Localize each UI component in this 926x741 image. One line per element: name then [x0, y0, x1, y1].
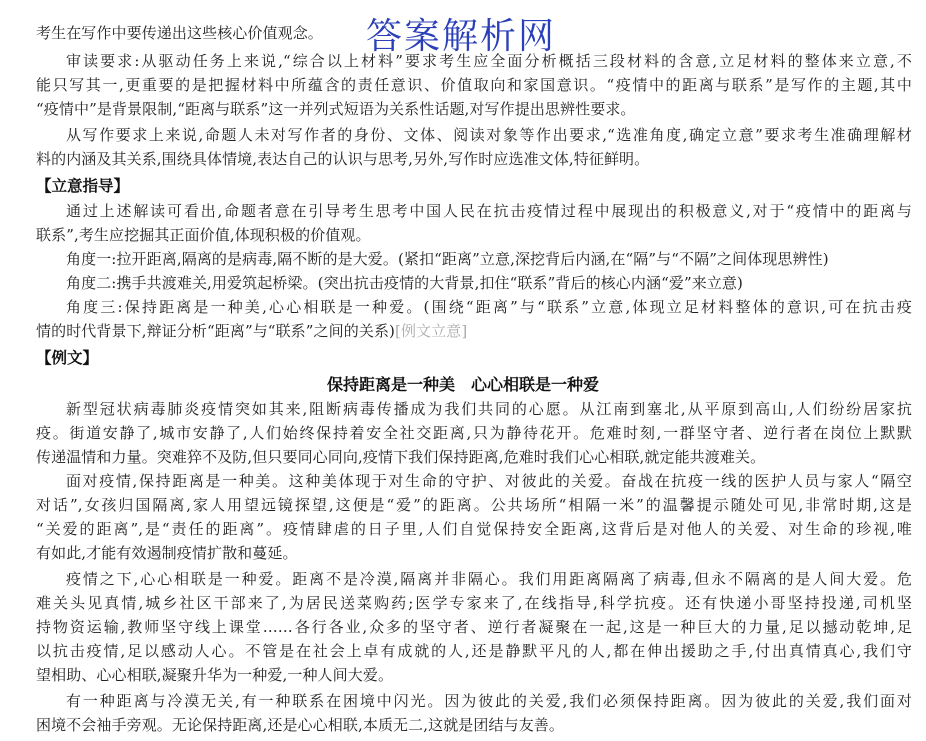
angle-one: 角度一:拉开距离,隔离的是病毒,隔不断的是大爱。(紧扣“距离”立意,深挖背后内涵,在“隔”与“不隔”之间体现思辨性)	[66, 250, 829, 268]
essay-line: 新型冠状病毒肺炎疫情突如其来,阻断病毒传播成为我们共同的心愿。从江南到塞北,从平原到高山,人们纷纷居家抗	[66, 400, 912, 418]
angle-three-line-1: 角度三:保持距离是一种美,心心相联是一种爱。(围绕“距离”与“联系”立意,体现立足材料整体的意识,可在抗击疫	[66, 298, 912, 316]
essay-line: 有如此,才能有效遏制疫情扩散和蔓延。	[36, 544, 298, 562]
essay-line: 面对疫情,保持距离是一种美。这种美体现于对生命的守护、对彼此的关爱。奋战在抗疫一线的医护人员与家人“隔空	[66, 472, 912, 490]
essay-line: 困境不会袖手旁观。无论保持距离,还是心心相联,本质无二,这就是团结与友善。	[36, 716, 565, 734]
intro-line: 考生在写作中要传递出这些核心价值观念。	[36, 24, 323, 42]
essay-title: 保持距离是一种美 心心相联是一种爱	[326, 375, 599, 394]
essay-line: 望相助、心心相联,凝聚升华为一种爱,一种人间大爱。	[36, 666, 394, 684]
review-paragraph-line-1: 审读要求:从驱动任务上来说,“综合以上材料”要求考生应全面分析概括三段材料的含意,立足材料的整体来立意,不	[66, 52, 912, 70]
essay-line: 疫情之下,心心相联是一种爱。距离不是冷漠,隔离并非隔心。我们用距离隔离了病毒,但永不隔离的是人间大爱。危	[66, 570, 912, 588]
essay-line: 对话”,女孩归国隔离,家人用望远镜探望,这便是“爱”的距离。公共场所“相隔一米”的温馨提示随处可见,非常时期,这是	[36, 496, 912, 514]
watermark-logo: 答案解析网	[366, 16, 557, 57]
essay-line: 难关头见真情,城乡社区干部来了,为居民送菜购药;医学专家来了,在线指导,科学抗疫。还有快递小哥坚持投递,司机坚	[36, 594, 912, 612]
requirement-paragraph-line-2: 料的内涵及其关系,围绕具体情境,表达自己的认识与思考,另外,写作时应选准文体,特征鲜明。	[36, 150, 650, 168]
essay-line: 持物资运输,教师坚守线上课堂……各行各业,众多的坚守者、逆行者凝聚在一起,这是一种巨大的力量,足以撼动乾坤,足	[36, 618, 912, 636]
essay-intent-tag: [例文立意]	[395, 322, 468, 340]
essay-line: 疫。街道安静了,城市安静了,人们始终保持着安全社交距离,只为静待花开。危难时刻,一群坚守者、逆行者在岗位上默默	[36, 424, 912, 442]
essay-line: 有一种距离与冷漠无关,有一种联系在困境中闪光。因为彼此的关爱,我们必须保持距离。因为彼此的关爱,我们面对	[66, 692, 912, 710]
guide-paragraph-line-2: 联系”,考生应挖掘其正面价值,体现积极的价值观。	[36, 226, 371, 244]
essay-line: “关爱的距离”,是“责任的距离”。疫情肆虐的日子里,人们自觉保持安全距离,这背后是对他人的关爱、对生命的珍视,唯	[36, 520, 912, 538]
guide-paragraph-line-1: 通过上述解读可看出,命题者意在引导考生思考中国人民在抗击疫情过程中展现出的积极意义,对于“疫情中的距离与	[66, 202, 912, 220]
angle-three-line-2	[36, 320, 912, 342]
review-paragraph-line-3: “疫情中”是背景限制,“距离与联系”这一并列式短语为关系性话题,对写作提出思辨性要求。	[36, 100, 636, 118]
essay-line: 传递温情和力量。突难猝不及防,但只要同心同向,疫情下我们保持距离,危难时我们心心相联,就定能共渡难关。	[36, 448, 766, 466]
angle-two: 角度二:携手共渡难关,用爱筑起桥梁。(突出抗击疫情的大背景,扣住“联系”背后的核心内涵“爱”来立意)	[66, 274, 743, 292]
angle-three-text: 情的时代背景下,辩证分析“距离”与“联系”之间的关系)	[36, 322, 395, 340]
essay-heading: 【例文】	[36, 349, 99, 367]
guide-heading: 【立意指导】	[36, 177, 130, 195]
essay-line: 以抗击疫情,足以感动人心。不管是在社会上卓有成就的人,还是静默平凡的人,都在伸出援助之手,付出真情真心,我们守	[36, 642, 912, 660]
requirement-paragraph-line-1: 从写作要求上来说,命题人未对写作者的身份、文体、阅读对象等作出要求,“选准角度,确定立意”要求考生准确理解材	[66, 126, 912, 144]
review-paragraph-line-2: 能只写其一,更重要的是把握材料中所蕴含的责任意识、价值取向和家国意识。“疫情中的距离与联系”是写作的主题,其中	[36, 76, 912, 94]
